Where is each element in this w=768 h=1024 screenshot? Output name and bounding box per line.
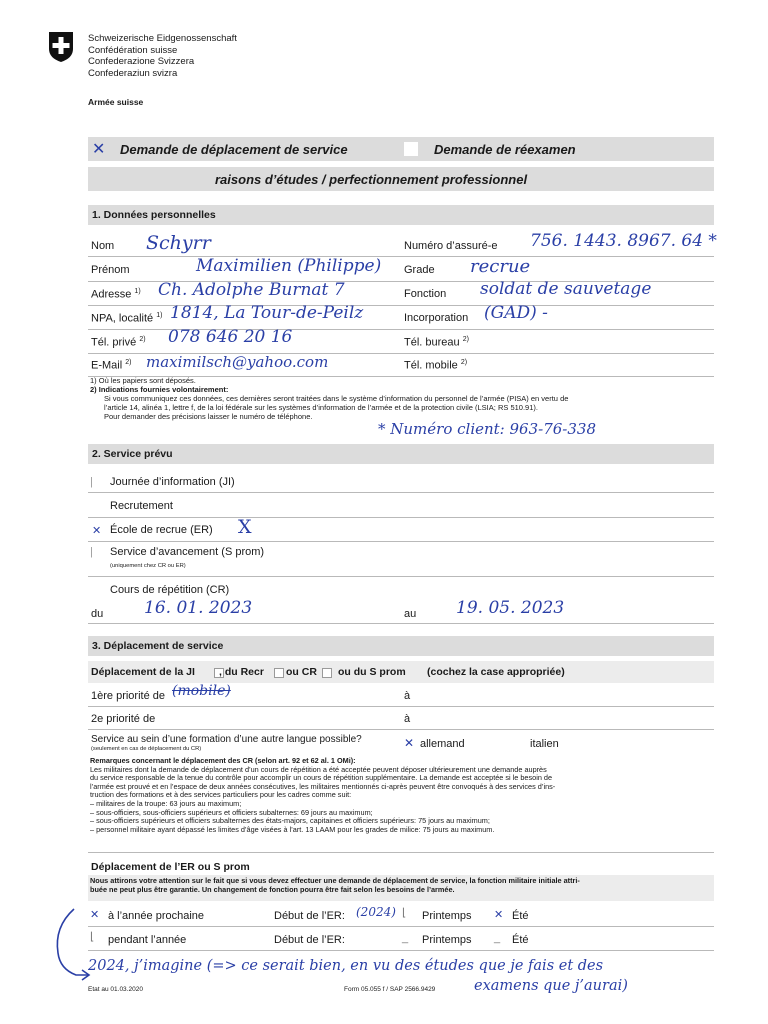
- assure-label: Numéro d’assuré-e: [404, 240, 498, 252]
- email-label: E-Mail $^{2)}$: [91, 359, 132, 372]
- deplacement-sprom-label: ou du S prom: [338, 666, 406, 678]
- pendant-marker: ⌊: [90, 931, 95, 943]
- footnote-2-text-3: Pour demander des précisions laisser le numéro de téléphone.: [104, 412, 313, 421]
- footnotes: [90, 376, 710, 421]
- printemps-marker-1: ⌊: [402, 907, 407, 919]
- footnote-2-text-2: l’article 14, alinéa 1, lettre f, de la loi fédérale sur les systèmes d’information de l’armée et de la protection civile (LSIA; RS 510.91).: [104, 403, 538, 412]
- footnote-2: 2) Indications fournies volontairement:: [90, 385, 229, 394]
- title-option-deplacement: Demande de déplacement de service: [120, 142, 348, 157]
- deplacement-ji-label: Déplacement de la JI: [91, 666, 195, 678]
- npa-footnote: 1): [156, 312, 163, 319]
- nom-field[interactable]: Schyrr: [146, 232, 211, 254]
- assure-field[interactable]: 756. 1443. 8967. 64 *: [530, 231, 717, 251]
- remarques-line-8: – personnel militaire ayant dépassé les limites d’âge visées à l’art. 13 LAAM pour les grades de milice: 75 jours au maximum.: [90, 824, 495, 834]
- checkbox-allemand-checked[interactable]: ✕: [404, 736, 415, 750]
- priority1-label: 1ère priorité de: [91, 690, 165, 702]
- option-pendant-annee[interactable]: pendant l’année: [108, 934, 187, 946]
- remarques-line-7: – sous-officiers supérieurs et officiers subalternes des états-majors, capitaines et officiers supérieurs: 75 jours au maximum;: [90, 816, 490, 826]
- remarques-line-1: Les militaires dont la demande de déplacement d’un cours de répétition a été acceptée peuvent déposer ultérieurement une demande auprès: [90, 764, 547, 774]
- priority2-a-label: à: [404, 713, 411, 725]
- npa-field[interactable]: 1814, La Tour-de-Peilz: [170, 303, 364, 323]
- remarques-block: [90, 757, 710, 834]
- tel-prive-field[interactable]: 078 646 20 16: [168, 327, 293, 347]
- footnote-1: 1) Où les papiers sont déposés.: [90, 376, 196, 385]
- option-ji-marker: |: [90, 476, 93, 488]
- option-italien[interactable]: italien: [530, 738, 559, 750]
- org-line-rm: Confederaziun svizra: [88, 67, 178, 79]
- deplacement-cr-label: ou CR: [286, 666, 317, 678]
- tel-bureau-label: Tél. bureau $^{2)}$: [404, 336, 469, 349]
- adresse-footnote: 1): [134, 288, 141, 295]
- section1-title: 1. Données personnelles: [92, 209, 216, 221]
- email-footnote: 2): [125, 359, 132, 366]
- priority2-label: 2e priorité de: [91, 713, 156, 725]
- er-notice-line-1: Nous attirons votre attention sur le fait que si vous devez effectuer une demande de déplacement de service, la fonction militaire initiale attri-: [90, 876, 580, 885]
- option-cr[interactable]: Cours de répétition (CR): [110, 584, 230, 596]
- annotation-line-2: examens que j’aurai): [474, 978, 628, 994]
- section2-title: 2. Service prévu: [92, 448, 173, 460]
- tel-prive-label: Tél. privé $^{2)}$: [91, 336, 146, 349]
- checkbox-annee-prochaine-checked[interactable]: ✕: [90, 908, 100, 921]
- npa-label: NPA, localité $^{1)}$: [91, 312, 163, 325]
- option-allemand[interactable]: allemand: [420, 738, 465, 750]
- org-name: [88, 33, 237, 79]
- deplacement-recr-label: , du Recr: [219, 666, 264, 678]
- tel-prive-footnote: 2): [139, 336, 146, 343]
- date-to-field[interactable]: 19. 05. 2023: [456, 598, 565, 618]
- option-sprom-marker: |: [90, 546, 93, 558]
- remarques-line-2: du service responsable de la tenue du contrôle pour accomplir un cours de répétition supplémentaire. La demande est acceptée si le besoin de: [90, 773, 553, 783]
- title-option-reexamen: Demande de réexamen: [434, 142, 576, 157]
- footer-form-number: Form 05.055 f / SAP 2566.9429: [344, 986, 436, 993]
- client-number-note: * Numéro client: 963-76-338: [378, 420, 596, 438]
- section2-header: [88, 444, 714, 464]
- er-section-title: Déplacement de l’ER ou S prom: [91, 861, 250, 873]
- remarques-line-6: – sous-officiers, sous-officiers supérieurs et officiers subalternes: 69 jours au maximum;: [90, 807, 373, 817]
- footnote-2-text-1: Si vous communiquez ces données, ces dernières seront traitées dans le système d’information du personnel de l’armée (PISA) en vertu de: [104, 394, 569, 403]
- footer-date: Etat au 01.03.2020: [88, 986, 143, 993]
- autre-langue-question: Service au sein d’une formation d’une autre langue possible?: [91, 734, 362, 745]
- remarques-line-4: truction des formations et à des services particuliers pour les cadres comme suit:: [90, 790, 352, 800]
- incorporation-field[interactable]: (GAD) -: [484, 303, 548, 323]
- fonction-label: Fonction: [404, 288, 447, 300]
- option-recrutement[interactable]: Recrutement: [110, 500, 173, 512]
- option-printemps-2[interactable]: Printemps: [422, 934, 472, 946]
- org-line-de: Schweizerische Eidgenossenschaft: [88, 33, 237, 44]
- remarques-title: Remarques concernant le déplacement des CR (selon art. 92 et 62 al. 1 OMi):: [90, 756, 356, 765]
- option-ete-1[interactable]: Été: [512, 910, 529, 922]
- email-field[interactable]: maximilsch@yahoo.com: [146, 353, 329, 371]
- remarques-line-3: l’armée est prouvé et en l’espace de deux années consécutives, les militaires mentionnés ci-après peuvent être convoqués à des services d’ins-: [90, 781, 556, 791]
- er-notice-line-2: buée ne peut plus être garantie. Un changement de fonction pourra être fait selon les besoins de l’armée.: [90, 884, 455, 894]
- du-label: du: [91, 608, 104, 620]
- option-ji[interactable]: Journée d’information (JI): [110, 476, 235, 488]
- option-sprom[interactable]: Service d’avancement (S prom): [110, 546, 265, 558]
- checkbox-cr[interactable]: [322, 668, 332, 678]
- er-notice: [90, 877, 710, 894]
- autre-langue-note: (seulement en cas de déplacement du CR): [91, 746, 202, 752]
- form-subtitle: raisons d’études / perfectionnement professionnel: [215, 172, 528, 187]
- checkbox-ete-checked[interactable]: ✕: [494, 908, 504, 921]
- debut-er-field[interactable]: (2024): [356, 905, 396, 919]
- prenom-label: Prénom: [91, 264, 130, 276]
- debut-er-label-1: Début de l’ER:: [274, 910, 345, 922]
- checkbox-er-checked[interactable]: ✕: [92, 524, 102, 537]
- checkbox-recr[interactable]: [274, 668, 284, 678]
- swiss-cross-logo: [47, 31, 75, 63]
- section3-title: 3. Déplacement de service: [92, 640, 224, 652]
- tel-mobile-label: Tél. mobile $^{2)}$: [404, 359, 468, 372]
- debut-er-label-2: Début de l’ER:: [274, 934, 345, 946]
- grade-field[interactable]: recrue: [470, 256, 531, 277]
- priority1-field[interactable]: (mobile): [172, 683, 231, 699]
- department: Armée suisse: [88, 97, 144, 107]
- remarques-line-5: – militaires de la troupe: 63 jours au maximum;: [90, 798, 242, 808]
- checkbox-deplacement-checked[interactable]: ✕: [92, 139, 106, 158]
- checkbox-reexamen[interactable]: [404, 142, 418, 156]
- au-label: au: [404, 608, 417, 620]
- org-line-it: Confederazione Svizzera: [88, 56, 195, 67]
- nom-label: Nom: [91, 240, 115, 252]
- option-printemps-1[interactable]: Printemps: [422, 910, 472, 922]
- option-er[interactable]: École de recrue (ER): [110, 524, 213, 536]
- adresse-label: Adresse $^{1)}$: [91, 288, 141, 301]
- priority1-a-label: à: [404, 690, 411, 702]
- option-annee-prochaine[interactable]: à l’année prochaine: [108, 910, 205, 922]
- adresse-field[interactable]: Ch. Adolphe Burnat 7: [158, 280, 345, 300]
- fonction-field[interactable]: soldat de sauvetage: [480, 279, 652, 299]
- grade-label: Grade: [404, 264, 435, 276]
- tel-bureau-footnote: 2): [462, 336, 469, 343]
- incorporation-label: Incorporation: [404, 312, 469, 324]
- ete-marker-2: _: [494, 932, 501, 944]
- option-sprom-note: (uniquement chez CR ou ER): [110, 563, 186, 569]
- printemps-marker-2: _: [402, 932, 409, 944]
- option-ete-2[interactable]: Été: [512, 934, 529, 946]
- cochez-label: (cochez la case appropriée): [427, 666, 565, 678]
- org-line-fr: Confédération suisse: [88, 44, 178, 56]
- date-from-field[interactable]: 16. 01. 2023: [144, 598, 253, 618]
- annotation-line-1: 2024, j’imagine (=> ce serait bien, en vu des études que je fais et des: [88, 958, 604, 974]
- tel-mobile-footnote: 2): [460, 359, 468, 366]
- er-mark: X: [238, 516, 252, 538]
- prenom-field[interactable]: Maximilien (Philippe): [196, 256, 382, 276]
